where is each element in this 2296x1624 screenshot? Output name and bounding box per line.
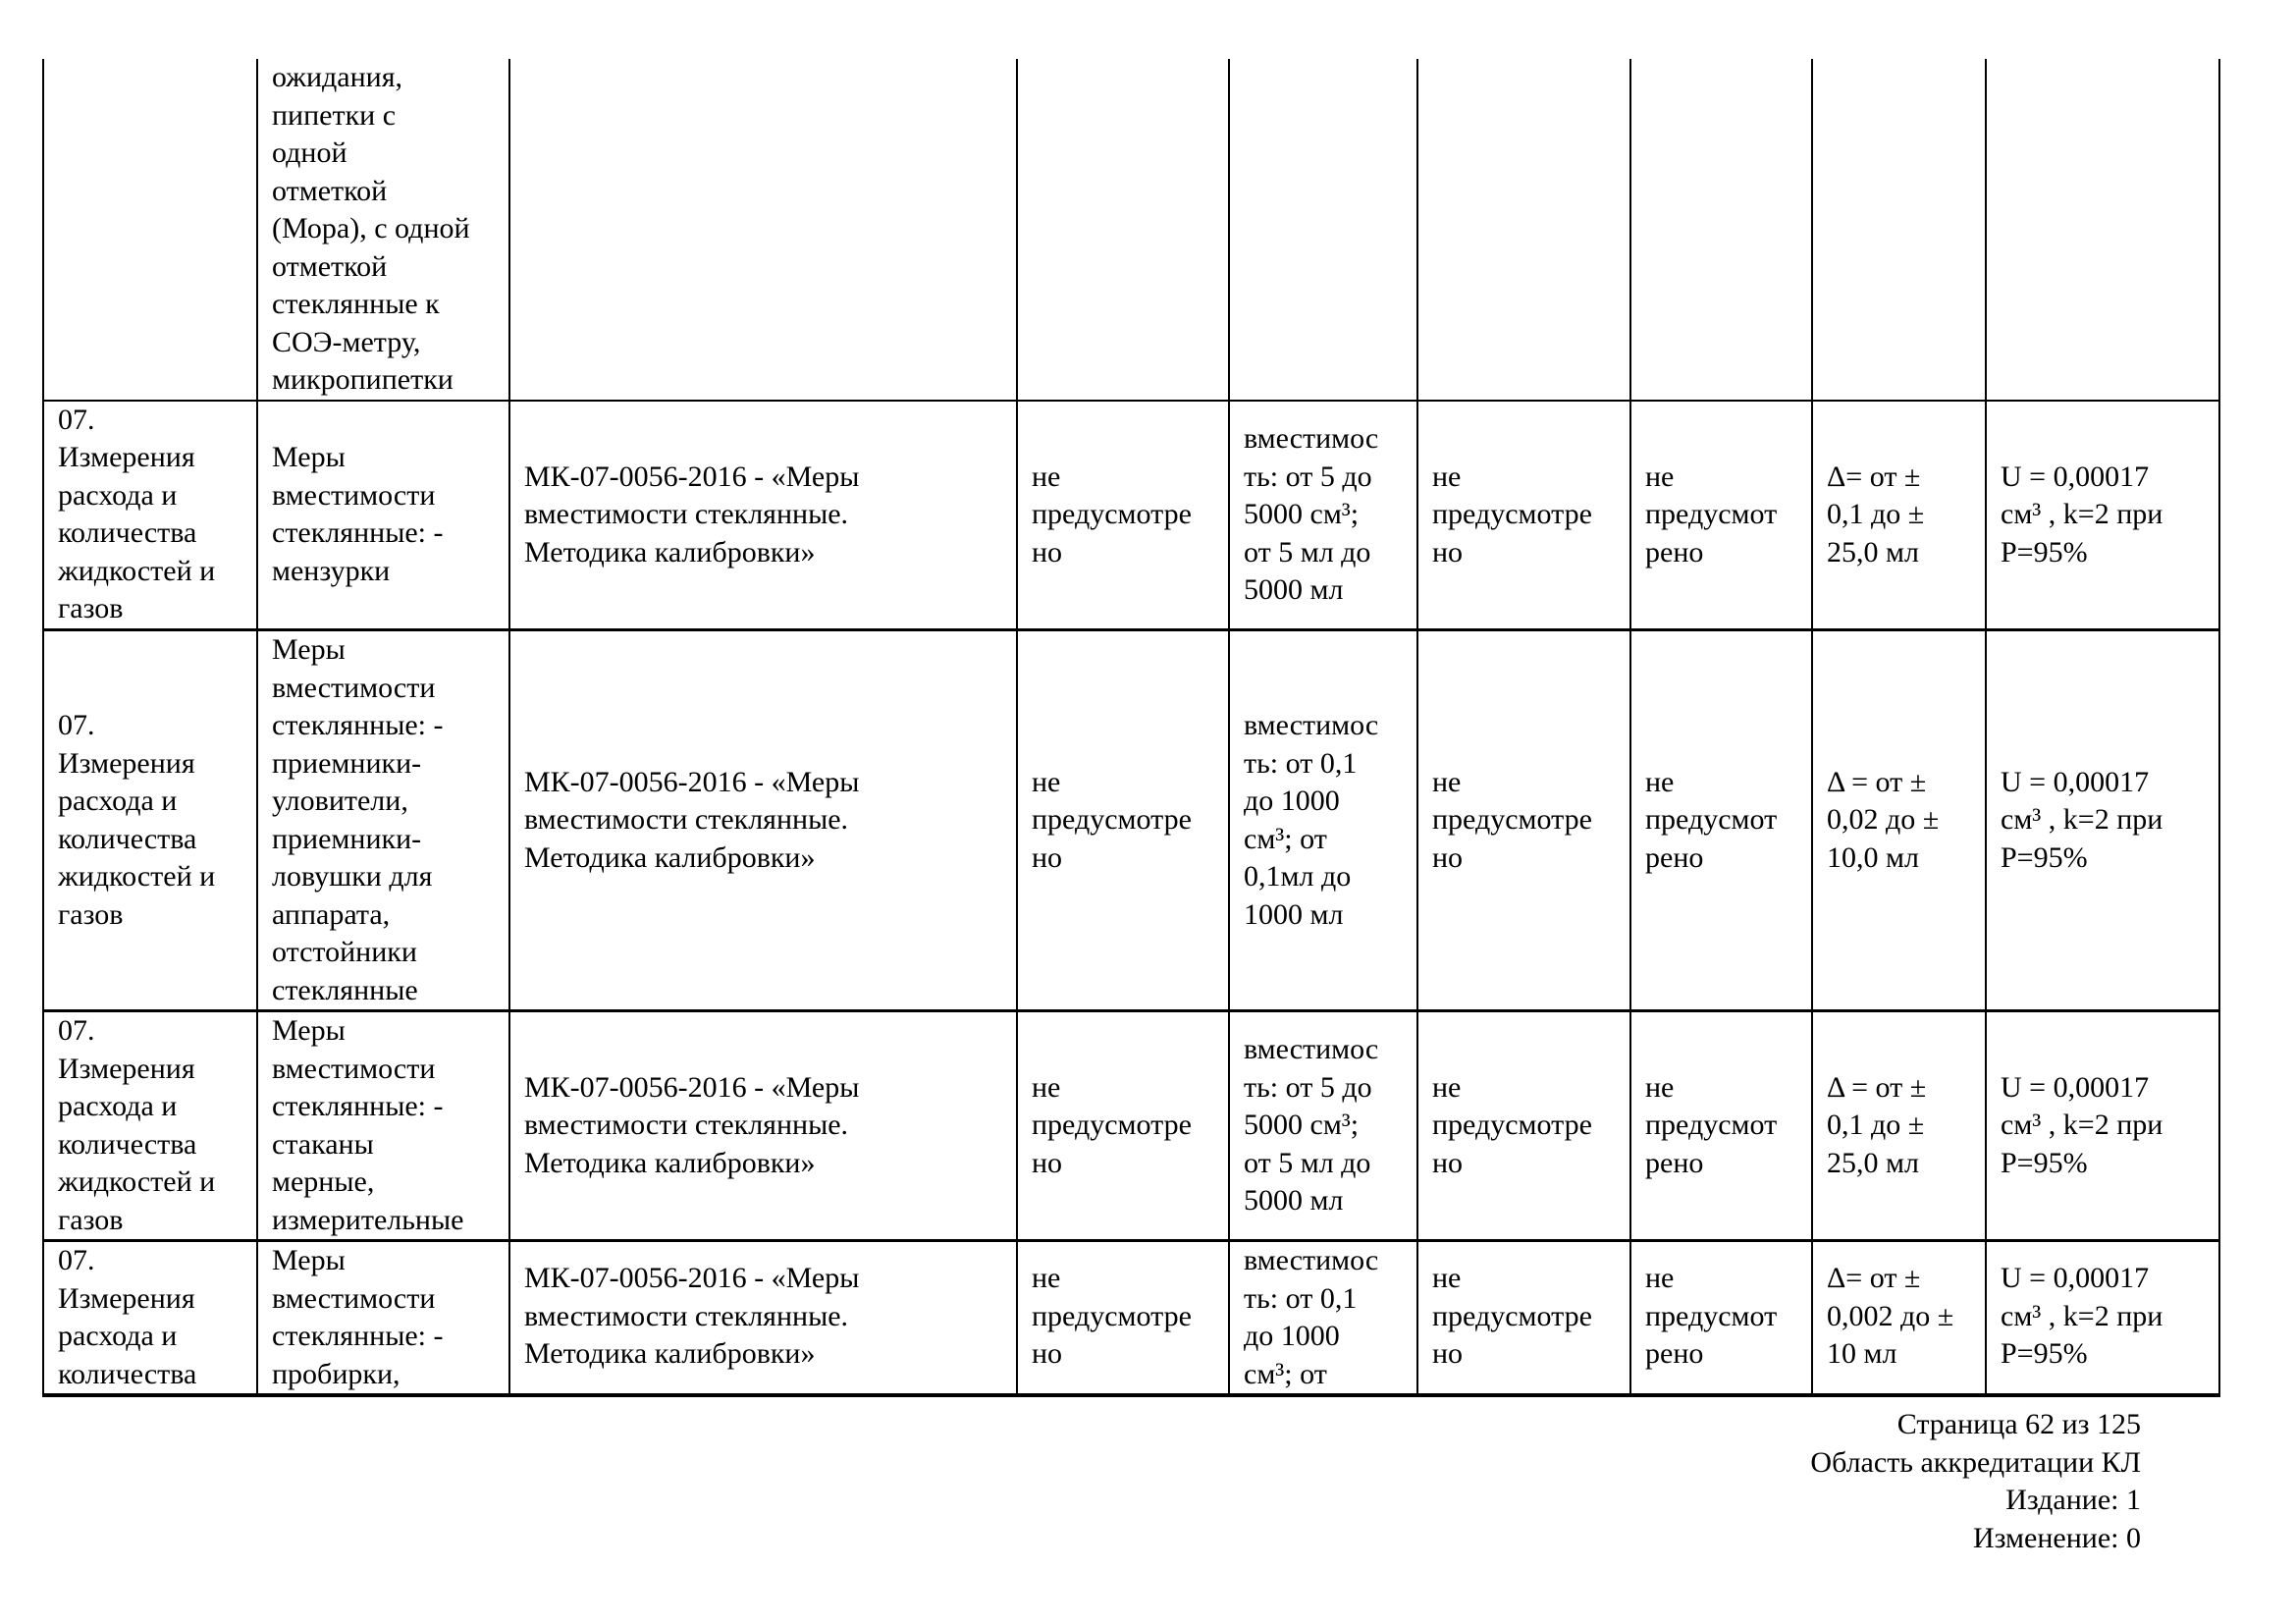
table-cell-range-col7	[1630, 630, 1812, 1011]
change-label: Изменение: 0	[1972, 1521, 2141, 1554]
table-cell-range-col7	[1630, 401, 1812, 630]
table-cell-range-col7	[1630, 1011, 1812, 1241]
cell-text: Δ = от ± 0,02 до ± 10,0 мл	[1827, 765, 1940, 874]
table-cell-measurement-area	[43, 59, 257, 401]
cell-text: 07. Измерения расхода и количества жидкостей и газов	[58, 709, 216, 931]
cell-text: ожидания, пипетки с одной отметкой (Мора), с одной отметкой стеклянные к СОЭ-метру, микропипетки	[272, 61, 470, 396]
table-cell-capacity-range	[1229, 59, 1417, 401]
table-cell-measurement-area	[43, 1011, 257, 1241]
cell-text: вместимос ть: от 0,1 до 1000 см³; от 0,1мл до 1000 мл	[1244, 709, 1379, 931]
table-cell-accuracy	[1812, 630, 1986, 1011]
table-cell-range-col4	[1017, 401, 1229, 630]
cell-text: U = 0,00017 см³ , k=2 при P=95%	[2001, 1262, 2163, 1370]
table-cell-range-col4	[1017, 59, 1229, 401]
cell-text: Меры вместимости стеклянные: - пробирки,	[272, 1244, 444, 1390]
table-cell-range-col6	[1417, 1241, 1630, 1396]
table-cell-range-col7	[1630, 59, 1812, 401]
table-cell-capacity-range	[1229, 1011, 1417, 1241]
table-cell-accuracy	[1812, 1011, 1986, 1241]
cell-text: U = 0,00017 см³ , k=2 при P=95%	[2001, 1070, 2163, 1179]
table-cell-instrument-type	[257, 630, 509, 1011]
accreditation-scope-label: Область аккредитации КЛ	[1810, 1445, 2141, 1479]
cell-text: не предусмотре но	[1432, 460, 1592, 568]
table-cell-instrument-type	[257, 1241, 509, 1396]
cell-text: МК-07-0056-2016 - «Меры вместимости стеклянные. Методика калибровки»	[524, 1262, 860, 1370]
cell-text: вместимос ть: от 5 до 5000 см³; от 5 мл до 5000 мл	[1244, 1033, 1379, 1218]
cell-text: вместимос ть: от 5 до 5000 см³; от 5 мл до 5000 мл	[1244, 422, 1379, 606]
cell-text: 07. Измерения расхода и количества жидкостей и газов	[58, 1014, 216, 1236]
cell-text: МК-07-0056-2016 - «Меры вместимости стеклянные. Методика калибровки»	[524, 460, 860, 568]
table-cell-capacity-range	[1229, 401, 1417, 630]
cell-text: Δ= от ± 0,002 до ± 10 мл	[1827, 1262, 1954, 1370]
cell-text: Меры вместимости стеклянные: - стаканы мерные, измерительные	[272, 1014, 464, 1236]
accreditation-scope-table	[42, 59, 2220, 1397]
cell-text: не предусмот рено	[1645, 460, 1778, 568]
cell-text: 07. Измерения расхода и количества	[58, 1244, 197, 1390]
table-cell-uncertainty	[1986, 59, 2219, 401]
table-row	[43, 401, 2219, 630]
cell-text: не предусмот рено	[1645, 1262, 1778, 1370]
table-cell-range-col6	[1417, 630, 1630, 1011]
table-row	[43, 630, 2219, 1011]
table-row	[43, 1241, 2219, 1396]
table-cell-calibration-method	[509, 1011, 1017, 1241]
cell-text: вместимос ть: от 0,1 до 1000 см³; от	[1244, 1244, 1379, 1390]
table-cell-range-col4	[1017, 1011, 1229, 1241]
table-cell-uncertainty	[1986, 1241, 2219, 1396]
table-cell-measurement-area	[43, 401, 257, 630]
table-cell-range-col6	[1417, 401, 1630, 630]
cell-text: не предусмот рено	[1645, 765, 1778, 874]
cell-text: МК-07-0056-2016 - «Меры вместимости стеклянные. Методика калибровки»	[524, 765, 860, 874]
cell-text: не предусмотре но	[1032, 1262, 1192, 1370]
cell-text: МК-07-0056-2016 - «Меры вместимости стеклянные. Методика калибровки»	[524, 1070, 860, 1179]
cell-text: Меры вместимости стеклянные: - мензурки	[272, 441, 444, 587]
table-cell-range-col7	[1630, 1241, 1812, 1396]
cell-text: не предусмотре но	[1032, 765, 1192, 874]
table-cell-range-col6	[1417, 59, 1630, 401]
cell-text: не предусмотре но	[1432, 1070, 1592, 1179]
table-cell-range-col4	[1017, 630, 1229, 1011]
table-cell-measurement-area	[43, 1241, 257, 1396]
table-cell-uncertainty	[1986, 1011, 2219, 1241]
cell-text: Меры вместимости стеклянные: - приемники- уловители, приемники- ловушки для аппарата, отстойники стеклянные	[272, 633, 444, 1006]
table-cell-capacity-range	[1229, 630, 1417, 1011]
table-cell-accuracy	[1812, 1241, 1986, 1396]
cell-text: U = 0,00017 см³ , k=2 при P=95%	[2001, 460, 2163, 568]
table-row	[43, 1011, 2219, 1241]
table-cell-calibration-method	[509, 1241, 1017, 1396]
cell-text: Δ = от ± 0,1 до ± 25,0 мл	[1827, 1070, 1927, 1179]
cell-text: не предусмотре но	[1032, 460, 1192, 568]
table-cell-accuracy	[1812, 401, 1986, 630]
table-row	[43, 59, 2219, 401]
table-cell-capacity-range	[1229, 1241, 1417, 1396]
page-number: Страница 62 из 125	[1896, 1408, 2141, 1440]
cell-text: не предусмот рено	[1645, 1070, 1778, 1179]
table-cell-calibration-method	[509, 630, 1017, 1011]
table-cell-calibration-method	[509, 59, 1017, 401]
cell-text: U = 0,00017 см³ , k=2 при P=95%	[2001, 765, 2163, 874]
cell-text: не предусмотре но	[1032, 1070, 1192, 1179]
cell-text: 07. Измерения расхода и количества жидкостей и газов	[58, 403, 216, 625]
table-cell-instrument-type	[257, 59, 509, 401]
table-cell-measurement-area	[43, 630, 257, 1011]
edition-label: Издание: 1	[2005, 1484, 2141, 1516]
table-cell-accuracy	[1812, 59, 1986, 401]
table-cell-calibration-method	[509, 401, 1017, 630]
table-cell-instrument-type	[257, 1011, 509, 1241]
cell-text: не предусмотре но	[1432, 1262, 1592, 1370]
table-cell-instrument-type	[257, 401, 509, 630]
table-cell-uncertainty	[1986, 630, 2219, 1011]
table-cell-range-col6	[1417, 1011, 1630, 1241]
page-footer	[1810, 1406, 2141, 1557]
table-cell-uncertainty	[1986, 401, 2219, 630]
cell-text: Δ= от ± 0,1 до ± 25,0 мл	[1827, 460, 1925, 568]
cell-text: не предусмотре но	[1432, 765, 1592, 874]
table-cell-range-col4	[1017, 1241, 1229, 1396]
